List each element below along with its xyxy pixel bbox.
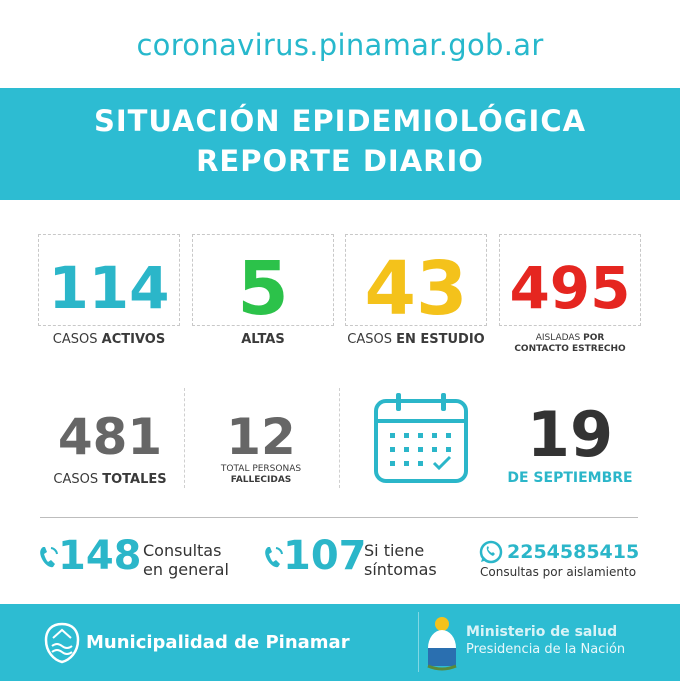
stat-label-fallecidas: TOTAL PERSONAS FALLECIDAS — [220, 464, 302, 485]
phone-number-general[interactable]: 148 — [58, 533, 142, 579]
whatsapp-icon — [479, 540, 503, 564]
banner-subtitle: REPORTE DIARIO — [196, 144, 484, 178]
stat-value-aisladas: 495 — [509, 254, 631, 322]
divider — [339, 388, 340, 488]
divider — [184, 388, 185, 488]
date-month: DE SEPTIEMBRE — [507, 470, 633, 486]
stat-label-altas: ALTAS — [241, 332, 285, 347]
whatsapp-label: Consultas por aislamiento — [480, 565, 637, 579]
stat-value-totales: 481 — [57, 408, 163, 466]
stat-label-totales: CASOS TOTALES — [53, 472, 167, 487]
municipality-emblem-icon — [44, 622, 80, 664]
footer-divider — [418, 612, 419, 672]
stat-value-estudio: 43 — [364, 246, 468, 332]
phone-number-sintomas[interactable]: 107 — [283, 533, 367, 579]
stat-label-estudio: CASOS EN ESTUDIO — [347, 332, 485, 347]
banner-title: SITUACIÓN EPIDEMIOLÓGICA — [93, 104, 587, 138]
phone-icon — [38, 545, 60, 569]
stat-value-altas: 5 — [237, 246, 289, 332]
stat-value-activos: 114 — [48, 254, 170, 322]
national-coat-of-arms-icon — [424, 614, 460, 672]
phone-label-sintomas: Si tiene síntomas — [364, 541, 437, 579]
phone-icon — [263, 545, 285, 569]
ministry-subtitle: Presidencia de la Nación — [466, 642, 626, 657]
stat-label-activos: CASOS ACTIVOS — [52, 332, 166, 347]
stat-value-fallecidas: 12 — [226, 408, 296, 466]
date-day: 19 — [526, 398, 614, 471]
calendar-icon — [372, 391, 470, 485]
footer-bar — [0, 604, 680, 681]
title-banner — [0, 88, 680, 200]
whatsapp-number[interactable]: 2254585415 — [507, 541, 640, 563]
section-divider — [40, 517, 638, 518]
municipality-name: Municipalidad de Pinamar — [86, 632, 350, 653]
phone-label-general: Consultas en general — [143, 541, 229, 579]
ministry-name: Ministerio de salud — [466, 624, 618, 640]
website-url: coronavirus.pinamar.gob.ar — [136, 28, 544, 62]
stat-label-aisladas: AISLADAS POR CONTACTO ESTRECHO — [514, 333, 626, 354]
